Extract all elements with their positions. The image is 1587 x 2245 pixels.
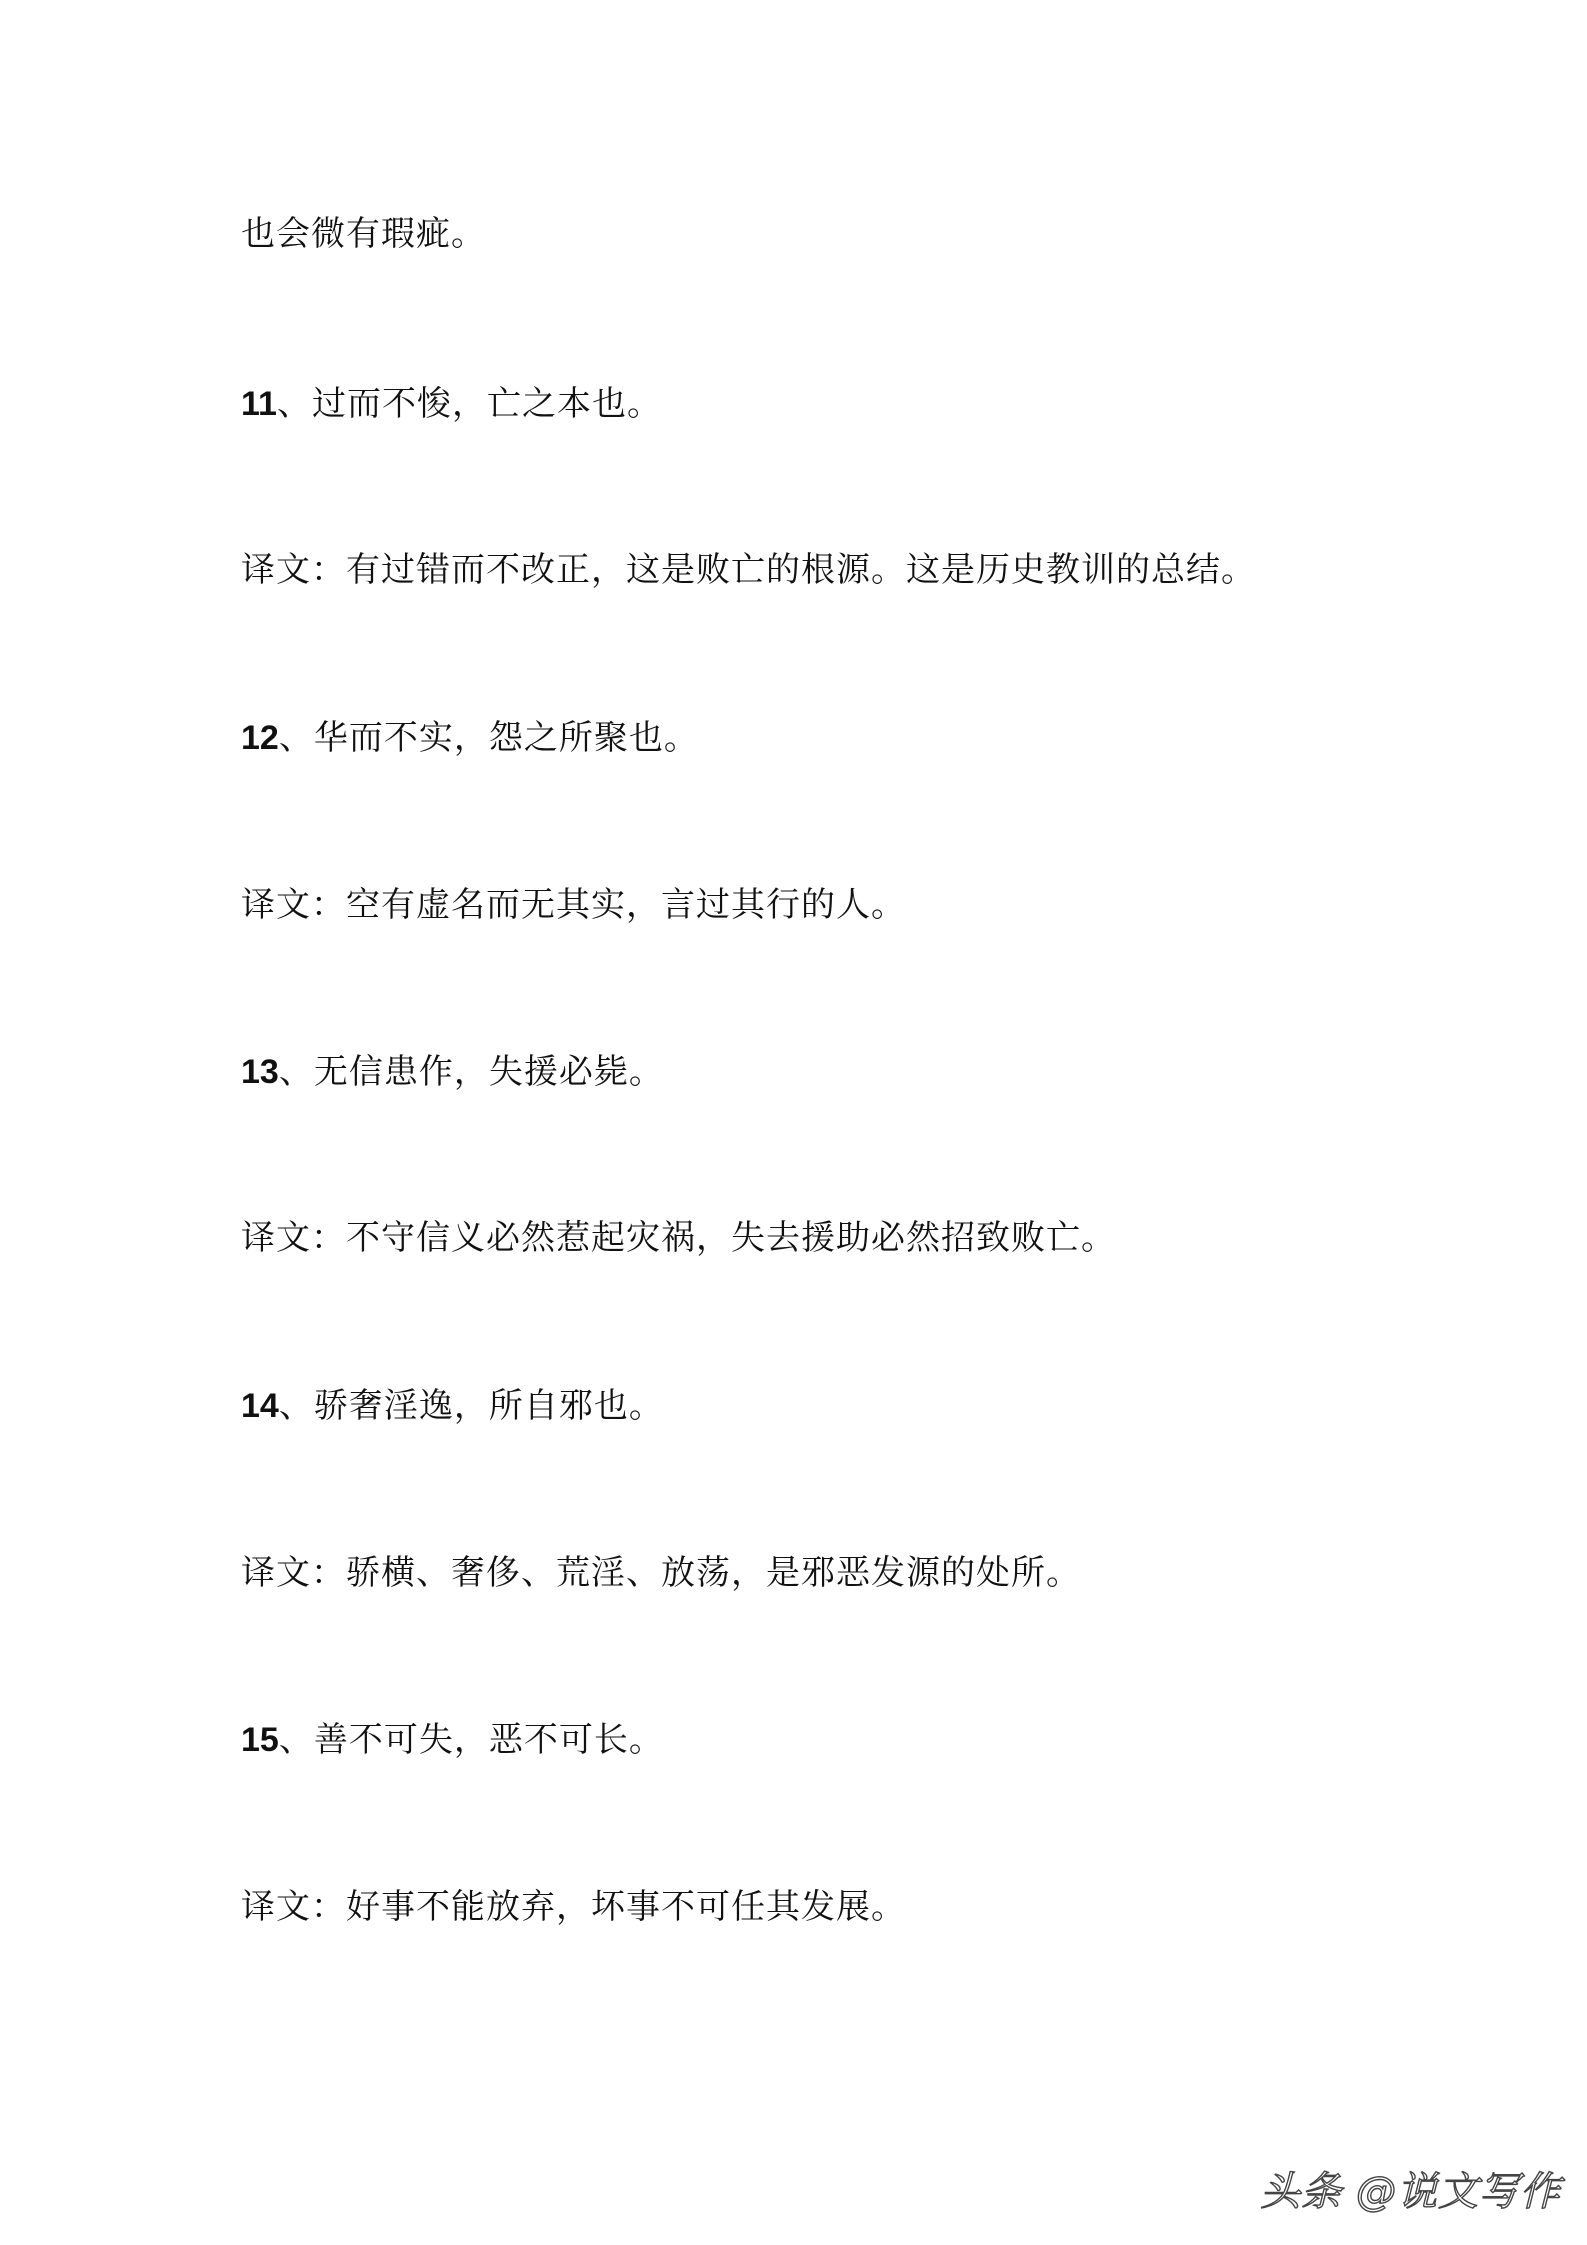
translation-text: 译文：好事不能放弃，坏事不可任其发展。 <box>241 1887 906 1927</box>
text-line-continuation <box>241 212 486 256</box>
line-text: 也会微有瑕疵。 <box>241 214 486 254</box>
quote-text: 、善不可失，恶不可长。 <box>278 1720 664 1760</box>
item-number: 14 <box>241 1387 279 1425</box>
quote-heading-12 <box>241 716 699 760</box>
quote-text: 、华而不实，怨之所聚也。 <box>278 718 699 758</box>
translation-text: 译文：有过错而不改正，这是败亡的根源。这是历史教训的总结。 <box>241 550 1256 590</box>
translation-text: 译文：空有虚名而无其实，言过其行的人。 <box>241 885 906 925</box>
quote-text: 、无信患作，失援必毙。 <box>278 1052 664 1092</box>
item-number: 13 <box>241 1053 279 1091</box>
item-number: 12 <box>241 719 279 757</box>
translation-text: 译文：骄横、奢侈、荒淫、放荡，是邪恶发源的处所。 <box>241 1553 1081 1593</box>
quote-text: 、过而不悛，亡之本也。 <box>276 384 662 424</box>
translation-11 <box>241 548 1256 592</box>
translation-14 <box>241 1551 1081 1595</box>
quote-text: 、骄奢淫逸，所自邪也。 <box>278 1386 664 1426</box>
item-number: 15 <box>241 1721 279 1759</box>
translation-15 <box>241 1885 906 1929</box>
quote-heading-14 <box>241 1384 664 1428</box>
quote-heading-15 <box>241 1718 664 1762</box>
item-number: 11 <box>241 385 277 423</box>
translation-13 <box>241 1216 1116 1260</box>
quote-heading-13 <box>241 1050 664 1094</box>
quote-heading-11 <box>241 382 662 426</box>
translation-text: 译文：不守信义必然惹起灾祸，失去援助必然招致败亡。 <box>241 1218 1116 1258</box>
translation-12 <box>241 883 906 927</box>
watermark: 头条 @说文写作 <box>1260 2169 1561 2215</box>
